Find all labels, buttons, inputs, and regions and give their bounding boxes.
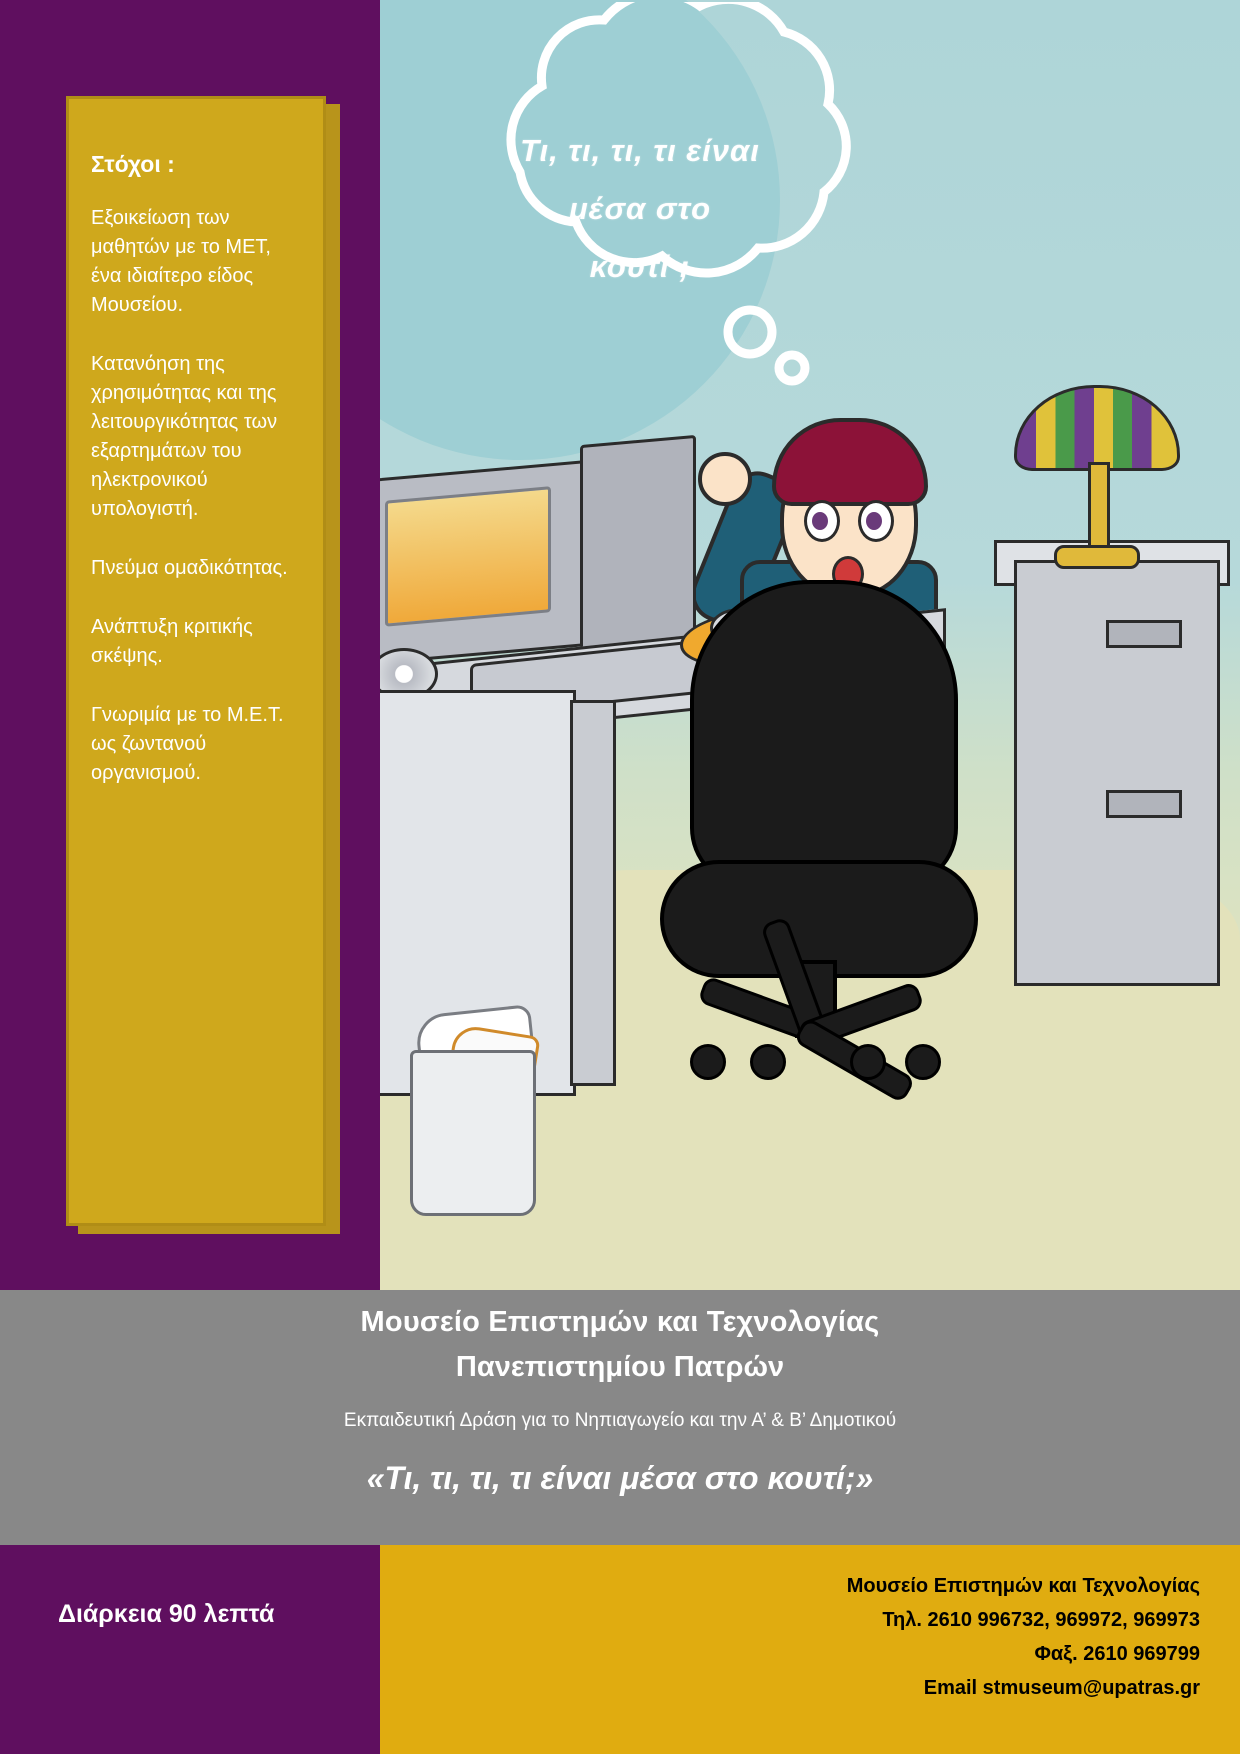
objective-item-1: Εξοικείωση των μαθητών με το ΜΕΤ, ένα ιδιαίτερο είδος Μουσείου. <box>91 207 271 316</box>
objectives-title: Στόχοι : <box>91 151 175 177</box>
thought-line-3: κουτί ; <box>589 249 691 284</box>
lamp-shade <box>1014 385 1180 471</box>
objective-item-2: Κατανόηση της χρησιμότητας και της λειτουργικότητας των εξαρτημάτων του ηλεκτρονικού υπολογιστή. <box>91 353 278 520</box>
lamp-stem <box>1088 462 1110 558</box>
duration-band <box>0 1545 380 1754</box>
person-pupil-right <box>866 512 882 530</box>
objective-item-5: Γνωριμία με το Μ.Ε.Τ. ως ζωντανού οργανισμού. <box>91 704 284 784</box>
organization-line-1: Μουσείο Επιστημών και Τεχνολογίας <box>360 1306 880 1338</box>
duration-label: Διάρκεια 90 λεπτά <box>58 1600 275 1628</box>
objective-item-3: Πνεύμα ομαδικότητας. <box>91 557 288 579</box>
contact-line-email: Email stmuseum@upatras.gr <box>923 1677 1200 1699</box>
organization-band <box>0 1290 1240 1545</box>
monitor-screen <box>385 486 551 627</box>
organization-subtitle: Εκπαιδευτική Δράση για το Νηπιαγωγείο και την Α’ & Β’ Δημοτικού <box>343 1410 897 1431</box>
cabinet-handle-lower <box>1106 790 1182 818</box>
contact-band <box>380 1545 1240 1754</box>
thought-line-1: Τι, τι, τι, τι είναι <box>520 133 760 168</box>
objective-item-4: Ανάπτυξη κριτικής σκέψης. <box>91 616 253 667</box>
illustration-panel <box>380 0 1240 1290</box>
program-title: «Τι, τι, τι, τι είναι μέσα στο κουτί;» <box>366 1460 874 1496</box>
contact-line-phone: Τηλ. 2610 996732, 969972, 969973 <box>882 1609 1200 1631</box>
desk-leg <box>570 700 616 1086</box>
person-pupil-left <box>812 512 828 530</box>
thought-bubble <box>400 2 880 402</box>
objectives-panel <box>66 96 326 1226</box>
contact-line-fax: Φαξ. 2610 969799 <box>1034 1643 1200 1665</box>
office-chair-legs <box>690 1010 940 1080</box>
thought-bubble-text <box>430 122 850 296</box>
lamp-base <box>1054 545 1140 569</box>
waste-bin <box>410 1050 536 1216</box>
contact-line-1: Μουσείο Επιστημών και Τεχνολογίας <box>846 1575 1200 1597</box>
office-chair-back <box>690 580 958 888</box>
cabinet-handle-upper <box>1106 620 1182 648</box>
person-hand <box>698 452 752 506</box>
person-hair <box>772 418 928 506</box>
thought-line-2: μέσα στο <box>568 191 712 226</box>
computer-monitor <box>380 460 586 666</box>
organization-line-2: Πανεπιστημίου Πατρών <box>455 1351 785 1383</box>
